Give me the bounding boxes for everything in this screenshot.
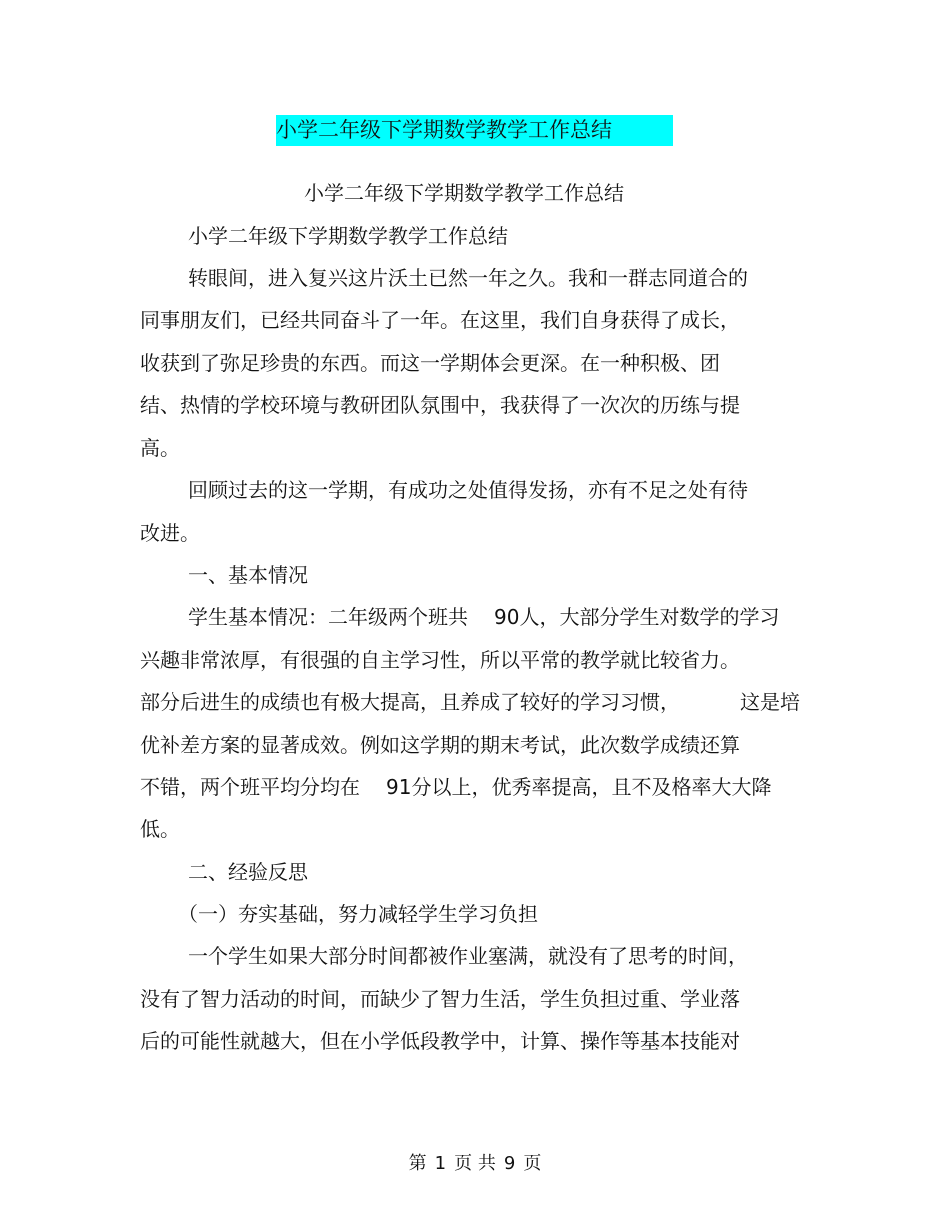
students-text-b: 人，大部分学生对数学的学习 (519, 605, 780, 629)
document-title: 小学二年级下学期数学教学工作总结 (276, 118, 612, 142)
students-text-a: 学生基本情况：二年级两个班共 (188, 605, 468, 629)
paragraph-line: 同事朋友们，已经共同奋斗了一年。在这里，我们自身获得了成长， (140, 308, 740, 332)
footer-suffix: 页 (523, 1153, 542, 1174)
paragraph-line: 收获到了弥足珍贵的东西。而这一学期体会更深。在一种积极、团 (140, 351, 720, 375)
paragraph-line: 回顾过去的这一学期，有成功之处值得发扬，亦有不足之处有待 (188, 478, 748, 502)
paragraph-line: 没有了智力活动的时间，而缺少了智力生活，学生负担过重、学业落 (140, 987, 740, 1011)
section-heading-reflection: 二、经验反思 (188, 860, 308, 884)
progress-text-a: 部分后进生的成绩也有极大提高，且养成了较好的学习习惯， (140, 690, 680, 714)
document-subtitle: 小学二年级下学期数学教学工作总结 (304, 181, 624, 205)
score-value: 91 (386, 775, 412, 799)
paragraph-line: 高。 (140, 436, 180, 460)
students-line (188, 604, 779, 630)
score-line (140, 774, 771, 800)
section-heading-basic: 一、基本情况 (188, 563, 308, 587)
paragraph-line: 结、热情的学校环境与教研团队氛围中，我获得了一次次的历练与提 (140, 393, 740, 417)
score-text-a: 不错，两个班平均分均在 (140, 775, 360, 799)
progress-line (140, 689, 800, 715)
paragraph-line: 一个学生如果大部分时间都被作业塞满，就没有了思考的时间， (188, 944, 748, 968)
footer-prefix: 第 (408, 1153, 427, 1174)
footer-page-total: 9 (503, 1153, 516, 1174)
subsection-heading: （一）夯实基础，努力减轻学生学习负担 (178, 902, 538, 926)
progress-text-b: 这是培 (740, 690, 800, 714)
students-count: 90 (494, 605, 520, 629)
paragraph-line: 低。 (140, 817, 180, 841)
paragraph-line: 转眼间，进入复兴这片沃土已然一年之久。我和一群志同道合的 (188, 266, 748, 290)
paragraph-line: 后的可能性就越大，但在小学低段教学中，计算、操作等基本技能对 (140, 1029, 740, 1053)
score-text-b: 分以上，优秀率提高，且不及格率大大降 (411, 775, 772, 799)
paragraph-line: 改进。 (140, 521, 200, 545)
heading-repeat: 小学二年级下学期数学教学工作总结 (188, 224, 508, 248)
paragraph-line: 兴趣非常浓厚，有很强的自主学习性，所以平常的教学就比较省力。 (140, 648, 740, 672)
footer-mid: 页 共 (454, 1153, 496, 1174)
page-footer (0, 1153, 950, 1175)
paragraph-line: 优补差方案的显著成效。例如这学期的期末考试，此次数学成绩还算 (140, 733, 740, 757)
footer-page-number: 1 (434, 1153, 447, 1174)
